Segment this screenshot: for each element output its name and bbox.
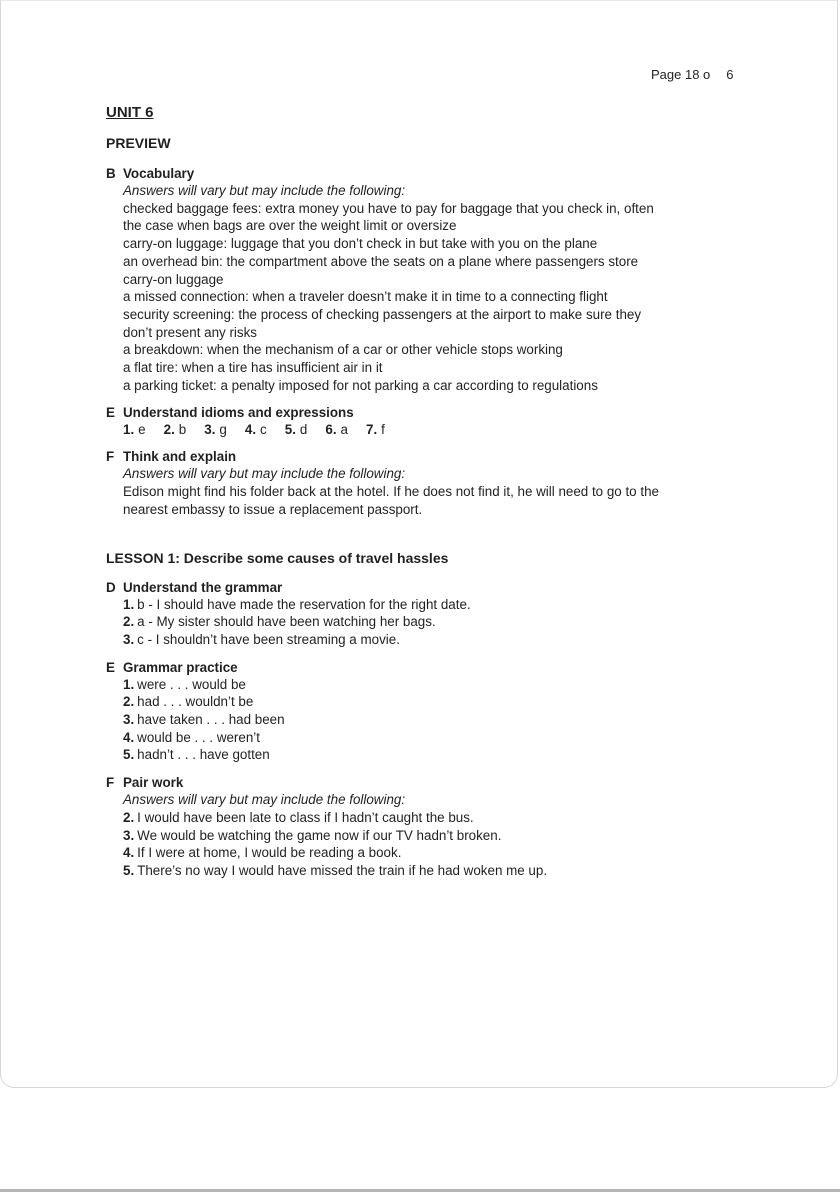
section-heading xyxy=(106,774,746,791)
vocab-line: carry-on luggage xyxy=(123,271,224,287)
section-body xyxy=(106,596,746,649)
vocab-line: security screening: the process of checking passengers at the airport to make sure they xyxy=(123,306,642,322)
answer-value: c xyxy=(260,422,267,438)
section-title: Pair work xyxy=(123,775,184,791)
answer-line: nearest embassy to issue a replacement passport. xyxy=(123,501,423,517)
section-title: Think and explain xyxy=(123,449,237,465)
section-body xyxy=(106,676,746,765)
answers-intro: Answers will vary but may include the following: xyxy=(123,466,406,482)
item-text: were . . . would be xyxy=(137,676,246,692)
section-grammar-practice xyxy=(106,659,746,765)
answer-number: 5. xyxy=(284,422,296,438)
answers-row xyxy=(123,421,746,438)
answer-item xyxy=(366,421,385,438)
answer-value: f xyxy=(381,422,385,438)
vocab-line: a parking ticket: a penalty imposed for not parking a car according to regulations xyxy=(123,377,598,393)
page-number-label: Page 18 o xyxy=(651,67,711,82)
vocab-line: the case when bags are over the weight limit or oversize xyxy=(123,218,457,234)
answer-value: e xyxy=(138,422,146,438)
answer-value: b xyxy=(178,422,187,438)
answer-item xyxy=(245,421,267,438)
document-content xyxy=(106,103,746,890)
numbered-item xyxy=(123,596,746,614)
section-body xyxy=(106,465,746,518)
item-text: I would have been late to class if I hadn’t caught the bus. xyxy=(137,809,474,825)
lesson-title: LESSON 1: Describe some causes of travel hassles xyxy=(106,549,449,566)
section-letter: E xyxy=(106,659,115,675)
answer-number: 1. xyxy=(123,422,135,438)
section-title: Grammar practice xyxy=(123,659,238,675)
item-text: We would be watching the game now if our TV hadn’t broken. xyxy=(137,827,502,843)
unit-title: UNIT 6 xyxy=(106,104,154,121)
answers-intro: Answers will vary but may include the following: xyxy=(123,792,406,808)
vocab-line: a missed connection: when a traveler doesn’t make it in time to a connecting flight xyxy=(123,289,608,305)
answer-item xyxy=(204,421,227,438)
answer-value: g xyxy=(219,422,227,438)
section-heading xyxy=(106,659,746,676)
section-letter: B xyxy=(106,166,116,181)
item-number: 4. xyxy=(123,729,135,745)
section-letter: F xyxy=(106,449,115,465)
answer-number: 7. xyxy=(366,422,378,438)
section-body xyxy=(106,421,746,438)
item-text: b - I should have made the reservation for the right date. xyxy=(137,596,471,612)
numbered-item xyxy=(123,631,746,649)
item-text: c - I shouldn’t have been streaming a movie. xyxy=(137,631,400,647)
numbered-item xyxy=(123,711,746,729)
section-understand-grammar xyxy=(106,579,746,649)
item-text: have taken . . . had been xyxy=(137,712,285,728)
answers-intro: Answers will vary but may include the following: xyxy=(123,183,406,198)
item-number: 4. xyxy=(123,845,135,861)
section-think-and-explain xyxy=(106,448,746,518)
item-number: 1. xyxy=(123,676,135,692)
answer-item xyxy=(325,421,348,438)
item-number: 3. xyxy=(123,827,135,843)
numbered-item xyxy=(123,693,746,711)
vocab-line: an overhead bin: the compartment above the seats on a plane where passengers store xyxy=(123,253,639,269)
answer-value: d xyxy=(299,422,308,438)
numbered-item xyxy=(123,809,746,827)
answer-number: 2. xyxy=(163,422,175,438)
answer-number: 6. xyxy=(325,422,337,438)
section-heading xyxy=(106,579,746,596)
numbered-item xyxy=(123,862,746,880)
item-text: would be . . . weren’t xyxy=(137,729,260,745)
numbered-item xyxy=(123,729,746,747)
numbered-item xyxy=(123,827,746,845)
vocab-line: a flat tire: when a tire has insufficient air in it xyxy=(123,360,383,376)
section-heading xyxy=(106,448,746,465)
vocab-line: carry-on luggage: luggage that you don’t check in but take with you on the plane xyxy=(123,236,598,252)
item-number: 2. xyxy=(123,614,135,630)
section-letter: E xyxy=(106,405,115,421)
item-number: 3. xyxy=(123,631,135,647)
section-vocabulary xyxy=(106,165,746,394)
section-heading xyxy=(106,165,746,182)
section-letter: F xyxy=(106,775,115,791)
section-title: Understand idioms and expressions xyxy=(123,405,354,421)
section-letter: D xyxy=(106,579,116,595)
answer-item xyxy=(164,421,187,438)
item-text: If I were at home, I would be reading a book. xyxy=(137,845,402,861)
item-number: 3. xyxy=(123,712,135,728)
vocab-line: a breakdown: when the mechanism of a car or other vehicle stops working xyxy=(123,342,563,358)
answer-value: a xyxy=(340,422,348,438)
page-number xyxy=(651,67,734,82)
answer-number: 3. xyxy=(204,422,216,438)
preview-title: PREVIEW xyxy=(106,135,171,151)
item-number: 5. xyxy=(123,862,135,878)
item-number: 2. xyxy=(123,694,135,710)
vocab-line: checked baggage fees: extra money you have to pay for baggage that you check in, often xyxy=(123,200,654,216)
answer-item xyxy=(123,421,146,438)
numbered-item xyxy=(123,746,746,764)
answer-number: 4. xyxy=(244,422,257,438)
answer-line: Edison might find his folder back at the hotel. If he does not find it, he will need to go to the xyxy=(123,484,659,500)
page-number-total: 6 xyxy=(726,67,734,82)
item-text: hadn’t . . . have gotten xyxy=(137,747,270,763)
vocab-line: don’t present any risks xyxy=(123,324,257,340)
section-pair-work xyxy=(106,774,746,880)
numbered-item xyxy=(123,844,746,862)
section-title: Vocabulary xyxy=(123,166,195,181)
answer-item xyxy=(285,421,308,438)
section-body xyxy=(106,791,746,880)
section-heading xyxy=(106,404,746,421)
section-body xyxy=(106,182,746,394)
numbered-item xyxy=(123,613,746,631)
numbered-item xyxy=(123,676,746,694)
section-idioms xyxy=(106,404,746,438)
item-text: had . . . wouldn’t be xyxy=(137,694,254,710)
item-number: 5. xyxy=(123,747,135,763)
item-text: a - My sister should have been watching her bags. xyxy=(137,614,436,630)
section-title: Understand the grammar xyxy=(123,579,283,595)
item-text: There’s no way I would have missed the train if he had woken me up. xyxy=(137,862,548,878)
item-number: 1. xyxy=(123,596,135,612)
item-number: 2. xyxy=(123,809,135,825)
